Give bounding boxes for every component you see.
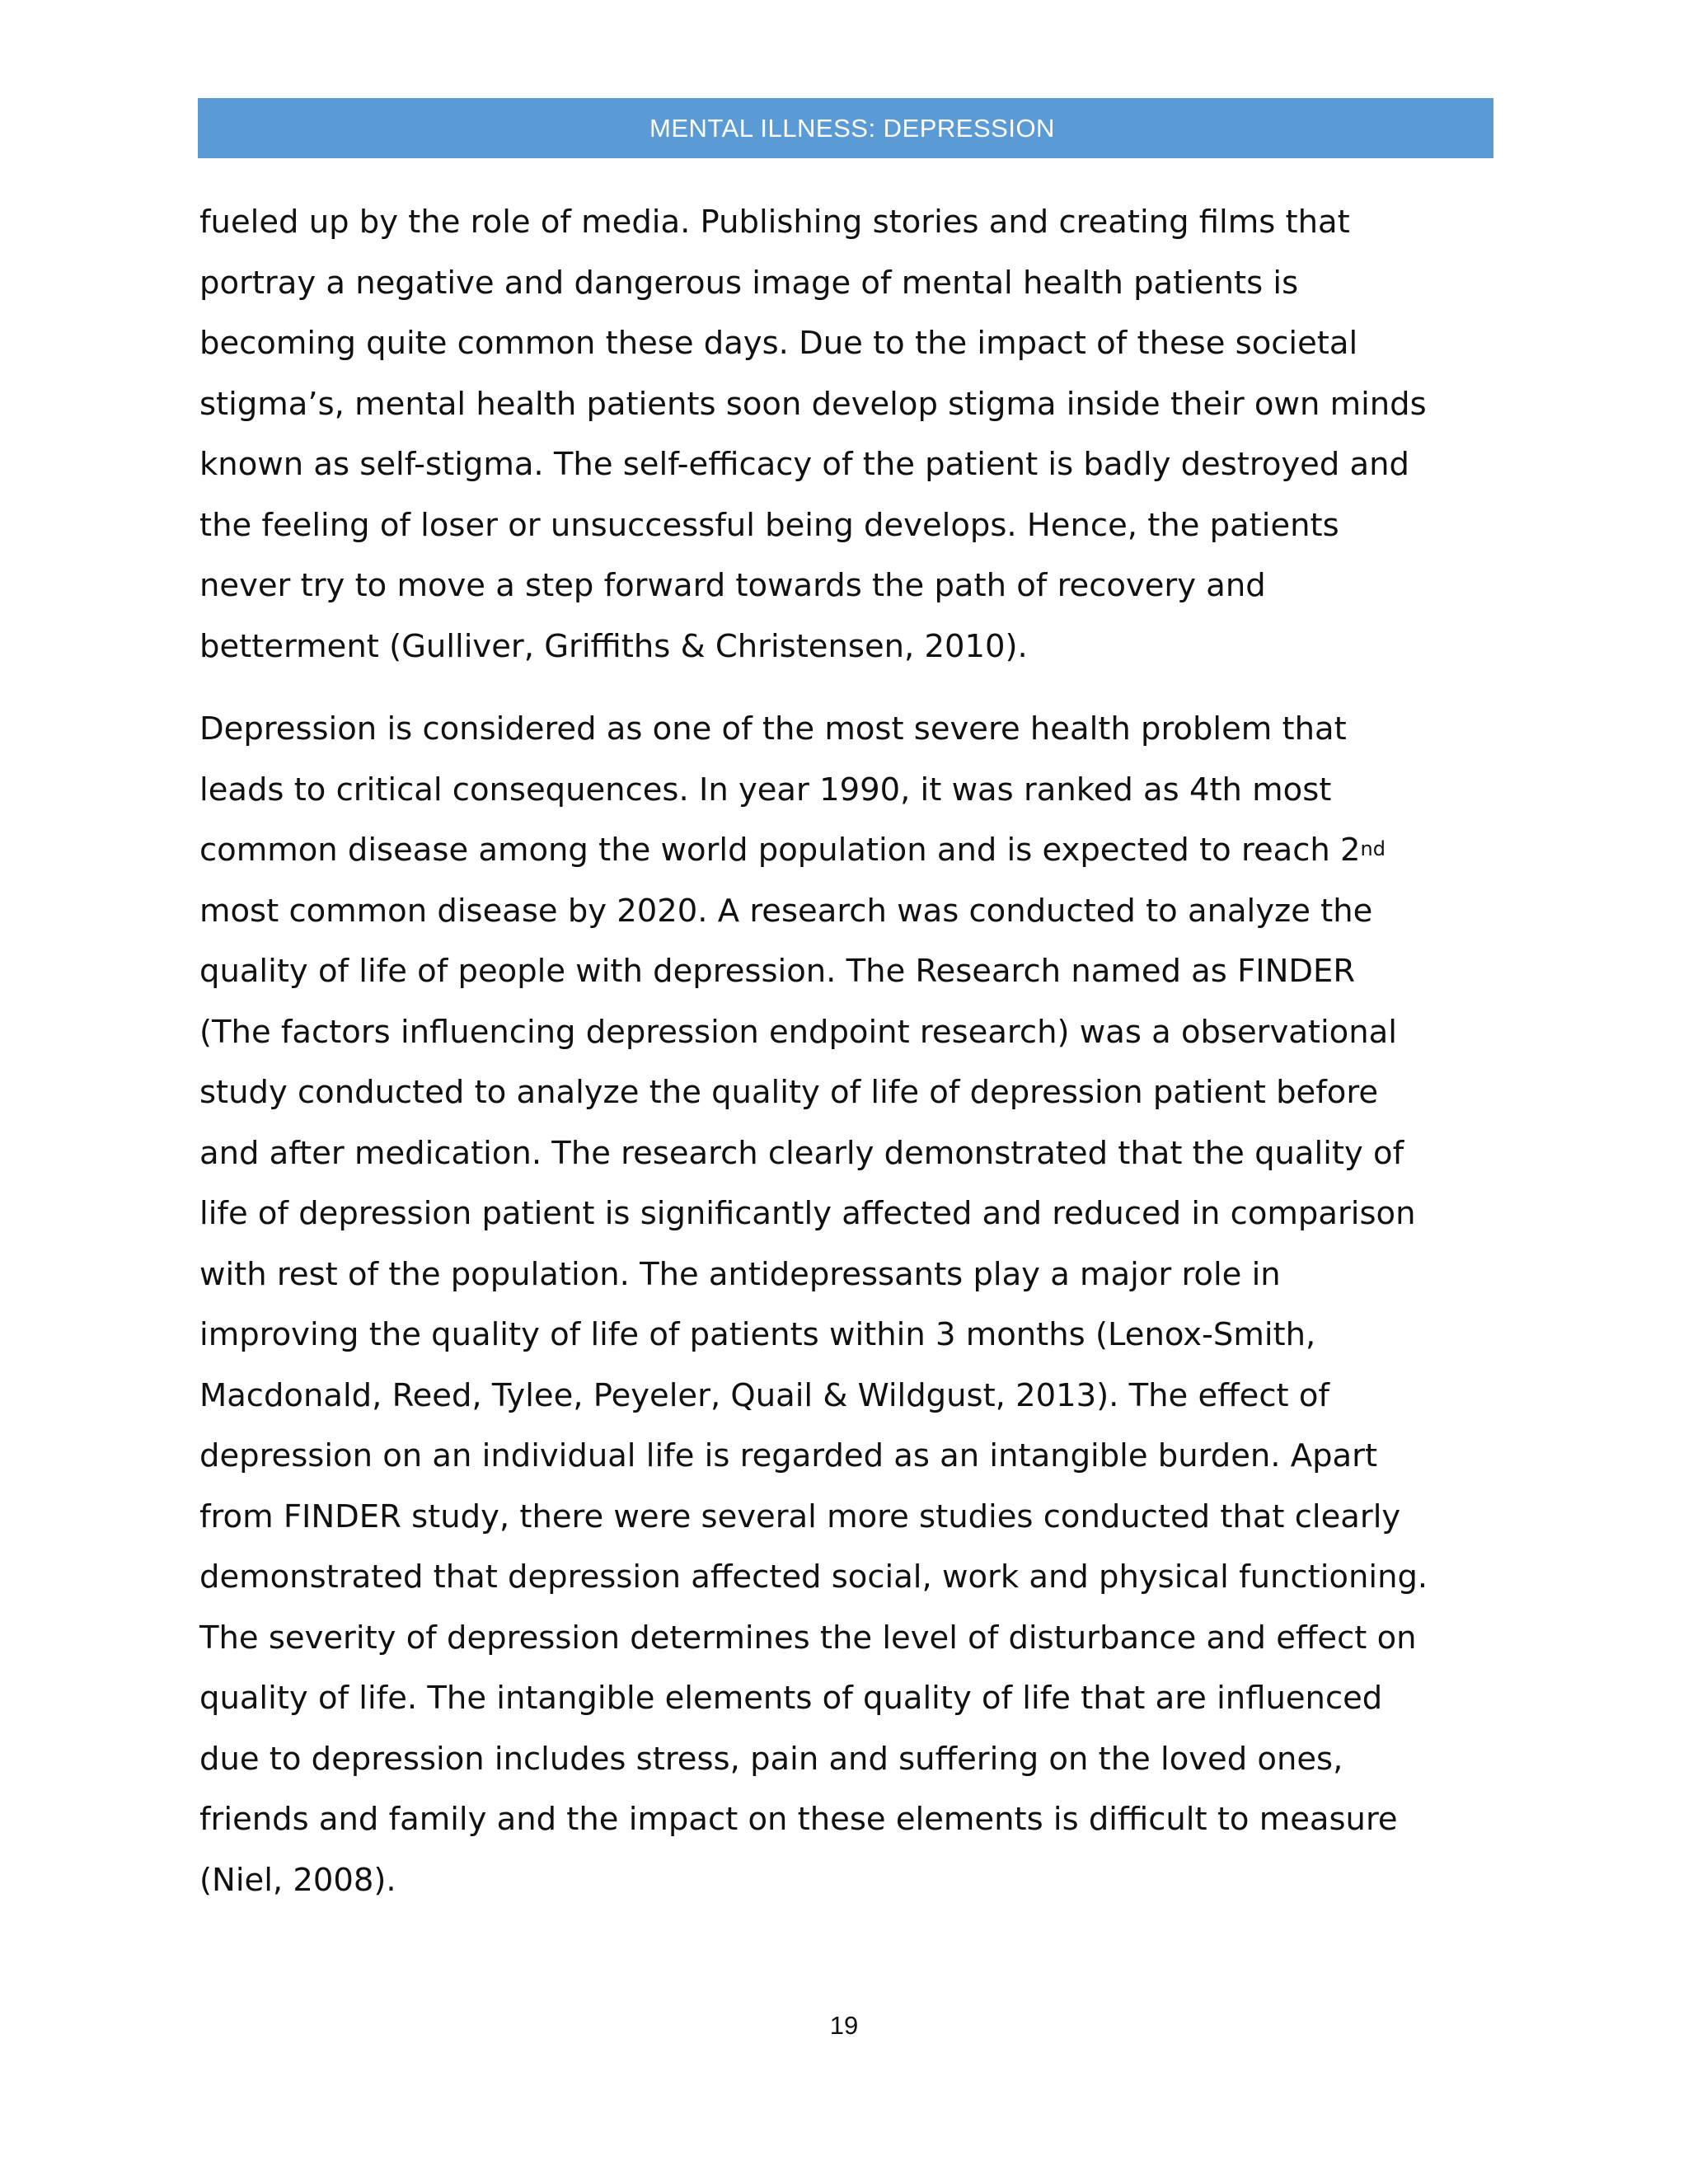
text-line: Macdonald, Reed, Tylee, Peyeler, Quail & Wildgust, 2013). The effect of	[199, 1376, 1329, 1414]
text-line: becoming quite common these days. Due to the impact of these societal	[199, 325, 1358, 362]
text-line: most common disease by 2020. A research was conducted to analyze the	[199, 892, 1373, 930]
text-line-with-superscript	[199, 820, 1518, 881]
text-line: never try to move a step forward towards the path of recovery and	[199, 567, 1266, 604]
text-line-main: common disease among the world population and is expected to reach 2	[199, 832, 1361, 869]
text-line: with rest of the population. The antidepressants play a major role in	[199, 1255, 1281, 1293]
text-line: Depression is considered as one of the most severe health problem that	[199, 710, 1347, 748]
text-line: (Niel, 2008).	[199, 1861, 396, 1899]
text-line: betterment (Gulliver, Griffiths & Christensen, 2010).	[199, 627, 1028, 665]
text-line: life of depression patient is significantly affected and reduced in comparison	[199, 1195, 1416, 1232]
paragraph-1	[199, 192, 1518, 677]
text-line: fueled up by the role of media. Publishing stories and creating films that	[199, 204, 1350, 241]
text-line: quality of life. The intangible elements of quality of life that are influenced	[199, 1680, 1383, 1717]
text-line: the feeling of loser or unsuccessful being develops. Hence, the patients	[199, 506, 1339, 544]
text-line: and after medication. The research clearly demonstrated that the quality of	[199, 1134, 1404, 1172]
text-line: due to depression includes stress, pain and suffering on the loved ones,	[199, 1740, 1343, 1778]
text-line: friends and family and the impact on these elements is difficult to measure	[199, 1801, 1398, 1838]
header-title: MENTAL ILLNESS: DEPRESSION	[649, 113, 1055, 143]
page-number: 19	[829, 2011, 859, 2040]
text-line: demonstrated that depression affected social, work and physical functioning.	[199, 1558, 1428, 1596]
text-line: stigma’s, mental health patients soon develop stigma inside their own minds	[199, 385, 1427, 423]
text-line: depression on an individual life is regarded as an intangible burden. Apart	[199, 1437, 1378, 1474]
text-line: leads to critical consequences. In year 1990, it was ranked as 4th most	[199, 771, 1332, 808]
text-line: (The factors influencing depression endpoint research) was a observational	[199, 1013, 1397, 1051]
paragraph-2	[199, 699, 1518, 1910]
running-header	[198, 98, 1493, 158]
text-line: study conducted to analyze the quality of life of depression patient before	[199, 1074, 1379, 1111]
ordinal-superscript: nd	[1360, 837, 1386, 860]
text-line: known as self-stigma. The self-efficacy of the patient is badly destroyed and	[199, 446, 1409, 483]
text-line: from FINDER study, there were several more studies conducted that clearly	[199, 1497, 1401, 1535]
text-line: The severity of depression determines the level of disturbance and effect on	[199, 1619, 1417, 1657]
text-line: improving the quality of life of patients within 3 months (Lenox-Smith,	[199, 1316, 1316, 1353]
text-line: portray a negative and dangerous image of mental health patients is	[199, 264, 1299, 302]
text-line: quality of life of people with depression. The Research named as FINDER	[199, 953, 1356, 990]
